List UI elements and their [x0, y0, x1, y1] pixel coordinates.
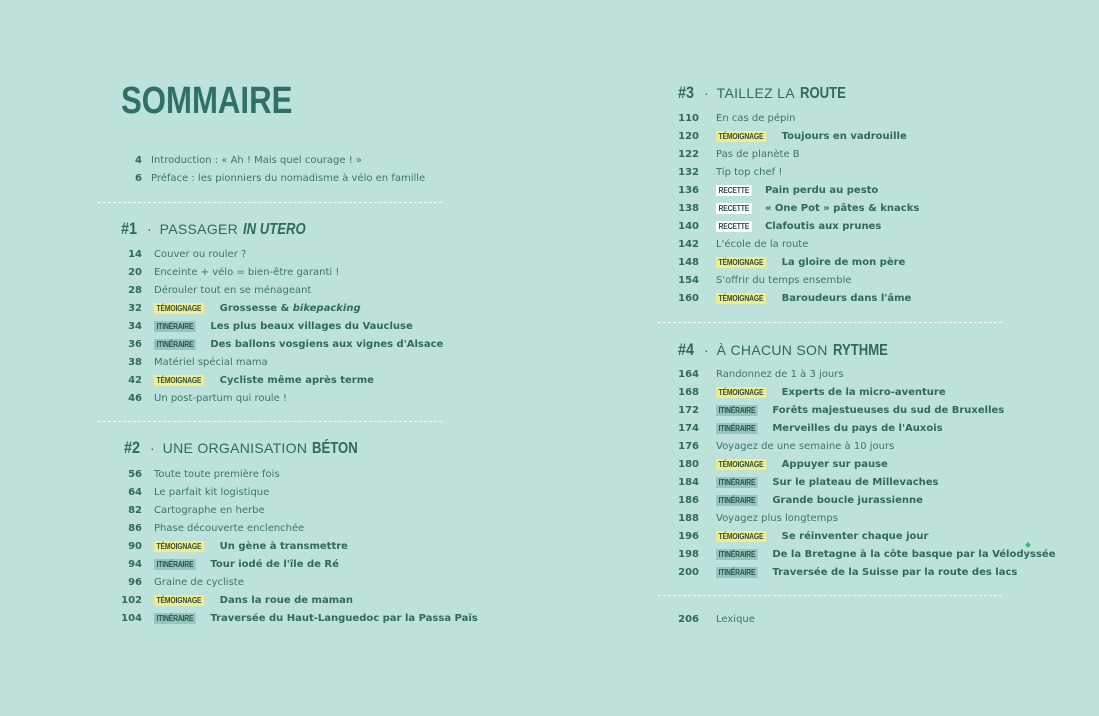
section-1-list [121, 245, 443, 407]
itineraire-tag: ITINÉRAIRE [154, 559, 196, 570]
entry-title-text: Se réinventer chaque jour [781, 530, 929, 542]
toc-entry[interactable] [121, 299, 443, 317]
entry-title-text: Le parfait kit logistique [154, 486, 270, 498]
entry-title [220, 595, 353, 606]
page-number: 136 [678, 184, 699, 196]
entry-title-text: Pain perdu au pesto [764, 184, 879, 196]
page-number: 110 [678, 112, 699, 124]
temoignage-tag: TÉMOIGNAGE [716, 293, 766, 304]
page-number: 198 [678, 548, 699, 560]
page-number: 138 [678, 202, 699, 214]
page-number: 142 [678, 238, 699, 250]
page-number: 38 [128, 356, 142, 368]
itineraire-tag: ITINÉRAIRE [716, 495, 758, 506]
temoignage-tag: TÉMOIGNAGE [716, 387, 766, 398]
page-number: 148 [678, 256, 699, 268]
divider [98, 202, 442, 203]
entry-title [772, 405, 1004, 416]
recette-tag: RECETTE [716, 221, 752, 232]
entry-title [210, 559, 339, 570]
toc-entry[interactable] [678, 509, 1056, 527]
entry-title [154, 267, 339, 278]
toc-entry[interactable] [121, 371, 443, 389]
toc-entry[interactable] [121, 245, 443, 263]
itineraire-tag: ITINÉRAIRE [716, 423, 758, 434]
page-number: 4 [135, 154, 142, 166]
entry-title-text: Forêts majestueuses du sud de Bruxelles [772, 404, 1005, 416]
toc-entry[interactable] [678, 545, 1056, 563]
toc-entry[interactable] [121, 537, 478, 555]
entry-title [765, 185, 878, 196]
entry-title [716, 149, 800, 160]
itineraire-tag: ITINÉRAIRE [716, 567, 758, 578]
entry-title [782, 387, 946, 398]
page-number: 42 [128, 374, 142, 386]
section-title: PASSAGER [159, 221, 239, 237]
toc-entry[interactable] [678, 365, 1056, 383]
entry-title-text: Tour iodé de l'île de Ré [210, 558, 339, 570]
entry-title [782, 459, 888, 470]
section-title-emphasis: BÉTON [312, 440, 358, 457]
recette-tag: RECETTE [716, 185, 752, 196]
entry-title-text: Couver ou rouler ? [154, 248, 247, 260]
entry-title [220, 541, 348, 552]
entry-title [716, 239, 808, 250]
entry-title [772, 477, 938, 488]
entry-title [220, 303, 361, 314]
toc-entry[interactable] [678, 199, 919, 217]
toc-entry[interactable] [121, 609, 478, 627]
page-number: 180 [678, 458, 699, 470]
page-number: 20 [128, 266, 142, 278]
entry-title-text: La gloire de mon père [781, 256, 906, 268]
toc-entry[interactable] [121, 389, 443, 407]
toc-entry[interactable] [121, 519, 478, 537]
page-number: 102 [121, 594, 142, 606]
entry-title-text: Introduction : « Ah ! Mais quel courage ! » [151, 154, 363, 166]
toc-entry[interactable] [678, 163, 919, 181]
intro-list [121, 151, 425, 187]
entry-title-text: Cycliste même après terme [219, 374, 374, 386]
toc-entry[interactable] [121, 263, 443, 281]
entry-title [765, 221, 881, 232]
toc-entry[interactable] [121, 591, 478, 609]
entry-title-text: Merveilles du pays de l'Auxois [772, 422, 943, 434]
entry-title-text: Phase découverte enclenchée [154, 522, 305, 534]
section-number: #1 [121, 219, 138, 238]
section-3-list [678, 109, 919, 307]
entry-title-text: Dérouler tout en se ménageant [154, 284, 312, 296]
entry-title [772, 567, 1017, 578]
toc-entry[interactable] [678, 563, 1056, 581]
temoignage-tag: TÉMOIGNAGE [716, 257, 766, 268]
entry-title-text: Enceinte + vélo = bien-être garanti ! [154, 266, 340, 278]
entry-title [154, 393, 287, 404]
page-number: 56 [128, 468, 142, 480]
section-title: UNE ORGANISATION [162, 440, 308, 456]
entry-title [154, 357, 268, 368]
entry-title [210, 321, 412, 332]
section-title: À CHACUN SON [716, 342, 828, 358]
toc-entry[interactable] [678, 473, 1056, 491]
page-number: 94 [128, 558, 142, 570]
itineraire-tag: ITINÉRAIRE [154, 613, 196, 624]
page-number: 120 [678, 130, 699, 142]
entry-title-text: S'offrir du temps ensemble [716, 274, 852, 286]
page-number: 140 [678, 220, 699, 232]
page-number: 160 [678, 292, 699, 304]
entry-title-text: Randonnez de 1 à 3 jours [716, 368, 844, 380]
itineraire-tag: ITINÉRAIRE [154, 321, 196, 332]
page-number: 34 [128, 320, 142, 332]
entry-title [151, 173, 425, 184]
entry-title-text: Experts de la micro-aventure [781, 386, 946, 398]
toc-entry[interactable] [678, 181, 919, 199]
entry-title [210, 613, 477, 624]
entry-title-text: Tip top chef ! [716, 166, 783, 178]
toc-entry[interactable] [121, 353, 443, 371]
temoignage-tag: TÉMOIGNAGE [154, 375, 204, 386]
itineraire-tag: ITINÉRAIRE [716, 549, 758, 560]
entry-title [154, 577, 244, 588]
section-title-emphasis: ROUTE [799, 85, 846, 102]
page-number: 6 [135, 172, 142, 184]
entry-title-text: Toute toute première fois [154, 468, 280, 480]
toc-entry[interactable] [121, 483, 478, 501]
section-dot: · [704, 342, 709, 358]
entry-title-text: Préface : les pionniers du nomadisme à vélo en famille [151, 172, 426, 184]
section-4-list [678, 365, 1056, 581]
toc-entry[interactable] [121, 335, 443, 353]
entry-title [154, 487, 269, 498]
page-number: 64 [128, 486, 142, 498]
entry-title [716, 167, 782, 178]
temoignage-tag: TÉMOIGNAGE [154, 595, 204, 606]
page-number: 168 [678, 386, 699, 398]
entry-title-text: Pas de planète B [716, 148, 800, 160]
toc-entry[interactable] [678, 271, 919, 289]
page-number: 14 [128, 248, 142, 260]
entry-title-text: Voyagez plus longtemps [716, 512, 838, 524]
entry-title-text: Matériel spécial mama [154, 356, 268, 368]
toc-entry[interactable] [121, 465, 478, 483]
entry-title [716, 441, 894, 452]
entry-title-text: Appuyer sur pause [781, 458, 888, 470]
temoignage-tag: TÉMOIGNAGE [716, 131, 766, 142]
page-number: 174 [678, 422, 699, 434]
entry-title-text: Traversée de la Suisse par la route des lacs [772, 566, 1018, 578]
section-dot: · [704, 85, 709, 101]
toc-entry[interactable] [678, 610, 755, 628]
entry-title-text: « One Pot » pâtes & knacks [764, 202, 920, 214]
entry-title-text: En cas de pépin [716, 112, 796, 124]
page-number: 96 [128, 576, 142, 588]
page-title: SOMMAIRE [121, 80, 293, 122]
toc-entry[interactable] [678, 437, 1056, 455]
toc-entry[interactable] [678, 383, 1056, 401]
entry-title: Lexique [716, 613, 755, 625]
page-number: 200 [678, 566, 699, 578]
toc-entry[interactable] [121, 281, 443, 299]
page-number: 206 [678, 613, 699, 625]
page-number: 90 [128, 540, 142, 552]
toc-entry[interactable] [678, 127, 919, 145]
page-number: 32 [128, 302, 142, 314]
toc-entry[interactable] [678, 217, 919, 235]
itineraire-tag: ITINÉRAIRE [716, 405, 758, 416]
temoignage-tag: TÉMOIGNAGE [154, 541, 204, 552]
entry-title [716, 513, 838, 524]
toc-entry[interactable] [678, 289, 919, 307]
toc-entry[interactable] [678, 235, 919, 253]
entry-title [782, 293, 912, 304]
page-number: 36 [128, 338, 142, 350]
entry-title [716, 275, 852, 286]
entry-title-text: Cartographe en herbe [154, 504, 265, 516]
entry-title-text: Sur le plateau de Millevaches [772, 476, 939, 488]
entry-title [782, 131, 907, 142]
toc-entry[interactable] [678, 419, 1056, 437]
page-number: 104 [121, 612, 142, 624]
page-number: 186 [678, 494, 699, 506]
entry-title [772, 495, 923, 506]
toc-entry[interactable] [678, 253, 919, 271]
divider [98, 421, 442, 422]
divider [658, 322, 1002, 323]
entry-title [151, 155, 362, 166]
entry-title [716, 369, 844, 380]
page-number: 86 [128, 522, 142, 534]
section-heading-3 [678, 83, 856, 103]
section-number: #3 [678, 83, 695, 102]
entry-title [154, 523, 304, 534]
entry-title-text: Baroudeurs dans l'âme [781, 292, 912, 304]
section-number: #2 [124, 438, 141, 457]
entry-title-text: Toujours en vadrouille [781, 130, 907, 142]
toc-entry[interactable] [678, 527, 1056, 545]
entry-title-text: Un post-partum qui roule ! [154, 392, 287, 404]
entry-title [220, 375, 374, 386]
temoignage-tag: TÉMOIGNAGE [716, 459, 766, 470]
entry-title [716, 113, 796, 124]
entry-title-text: Des ballons vosgiens aux vignes d'Alsace [210, 338, 444, 350]
entry-title [154, 469, 280, 480]
section-title-emphasis: IN UTERO [243, 221, 306, 238]
temoignage-tag: TÉMOIGNAGE [154, 303, 204, 314]
toc-entry[interactable] [121, 501, 478, 519]
toc-entry[interactable] [678, 455, 1056, 473]
entry-title [765, 203, 919, 214]
entry-title-text: De la Bretagne à la côte basque par la Vélodyssée [772, 548, 1056, 560]
section-title-emphasis: RYTHME [832, 342, 888, 359]
entry-title-text: Un gène à transmettre [219, 540, 348, 552]
entry-title-text: L'école de la route [716, 238, 809, 250]
section-title: TAILLEZ LA [716, 85, 795, 101]
entry-title-text: Grande boucle jurassienne [772, 494, 923, 506]
itineraire-tag: ITINÉRAIRE [154, 339, 196, 350]
section-heading-1 [121, 219, 320, 239]
entry-title-text: Grossesse & [219, 302, 293, 314]
section-dot: · [150, 440, 155, 456]
entry-title-text: Dans la roue de maman [219, 594, 353, 606]
page-number: 122 [678, 148, 699, 160]
entry-title [154, 505, 265, 516]
recette-tag: RECETTE [716, 203, 752, 214]
page-number: 164 [678, 368, 699, 380]
toc-entry[interactable] [678, 145, 919, 163]
page-number: 132 [678, 166, 699, 178]
toc-entry[interactable] [678, 109, 919, 127]
entry-title [772, 549, 1055, 560]
page-number: 28 [128, 284, 142, 296]
entry-title-text: Graine de cycliste [154, 576, 244, 588]
page-number: 46 [128, 392, 142, 404]
section-dot: · [147, 221, 152, 237]
entry-title-text: Clafoutis aux prunes [764, 220, 882, 232]
page-number: 176 [678, 440, 699, 452]
entry-title [782, 257, 906, 268]
temoignage-tag: TÉMOIGNAGE [716, 531, 766, 542]
entry-title-text: Voyagez de une semaine à 10 jours [716, 440, 895, 452]
lexique-entry [678, 610, 755, 628]
page-number: 172 [678, 404, 699, 416]
toc-entry[interactable] [678, 491, 1056, 509]
itineraire-tag: ITINÉRAIRE [716, 477, 758, 488]
toc-entry[interactable] [121, 169, 425, 187]
entry-title [154, 249, 246, 260]
page-number: 82 [128, 504, 142, 516]
section-heading-2 [124, 438, 368, 458]
entry-title [154, 285, 311, 296]
section-2-list [121, 465, 478, 627]
page-number: 196 [678, 530, 699, 542]
entry-title-text: Traversée du Haut-Languedoc par la Passa Païs [210, 612, 478, 624]
page-number: 184 [678, 476, 699, 488]
toc-entry[interactable] [121, 573, 478, 591]
toc-entry[interactable] [678, 401, 1056, 419]
entry-title-italic: bikepacking [292, 302, 361, 314]
section-number: #4 [678, 340, 695, 359]
entry-title [210, 339, 443, 350]
toc-entry[interactable] [121, 317, 443, 335]
toc-entry[interactable] [121, 555, 478, 573]
page-number: 154 [678, 274, 699, 286]
entry-title [782, 531, 929, 542]
entry-title [772, 423, 942, 434]
toc-entry[interactable] [121, 151, 425, 169]
entry-title-text: Les plus beaux villages du Vaucluse [210, 320, 413, 332]
page-number: 188 [678, 512, 699, 524]
section-heading-4 [678, 340, 900, 360]
divider [658, 595, 1002, 596]
